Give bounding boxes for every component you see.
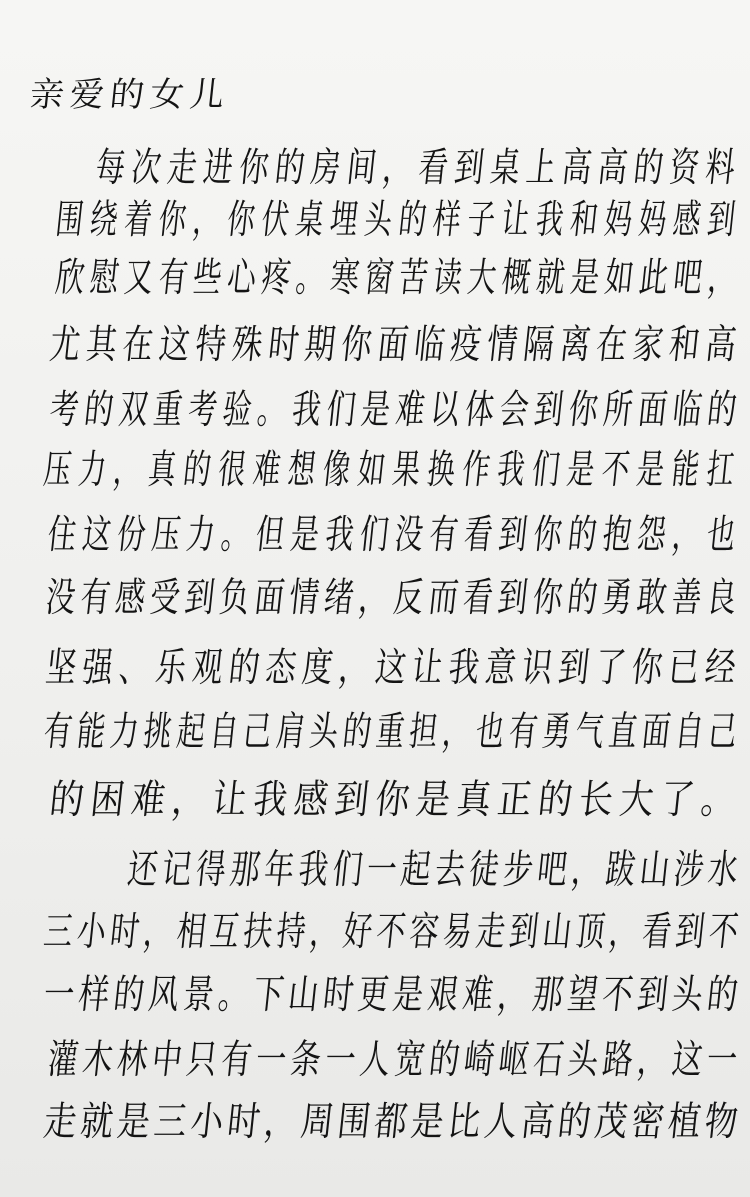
letter-line: 围绕着你，你伏桌埋头的样子让我和妈妈感到 [53,197,745,243]
letter-line: 一样的风景。下山时更是艰难，那望不到头的 [41,972,745,1018]
letter-line: 走就是三小时，周围都是比人高的茂密植物 [41,1099,744,1145]
letter-line: 还记得那年我们一起去徒步吧，跋山涉水 [125,847,745,893]
letter-line: 住这份压力。但是我们没有看到你的抱怨，也 [45,512,745,558]
letter-line: 欣慰又有些心疼。寒窗苦读大概就是如此吧， [53,255,745,301]
letter-line: 坚强、乐观的态度，这让我意识到了你已经 [43,645,745,691]
letter-line: 压力，真的很难想像如果换作我们是不是能扛 [41,447,744,493]
letter-line: 有能力挑起自己肩头的重担，也有勇气直面自己 [41,709,745,755]
letter-line: 三小时，相互扶持，好不容易走到山顶，看到不 [41,909,745,955]
letter-line: 灌木林中只有一条一人宽的崎岖石头路，这一 [45,1037,744,1083]
letter-line: 每次走进你的房间，看到桌上高高的资料 [93,145,744,191]
letter-line: 没有感受到负面情绪，反而看到你的勇敢善良 [43,575,744,621]
letter-line: 的困难，让我感到你是真正的长大了。 [47,777,745,823]
letter-line: 尤其在这特殊时期你面临疫情隔离在家和高 [47,322,745,368]
letter-line: 考的双重考验。我们是难以体会到你所面临的 [47,387,745,433]
letter-greeting: 亲爱的女儿 [27,75,233,115]
